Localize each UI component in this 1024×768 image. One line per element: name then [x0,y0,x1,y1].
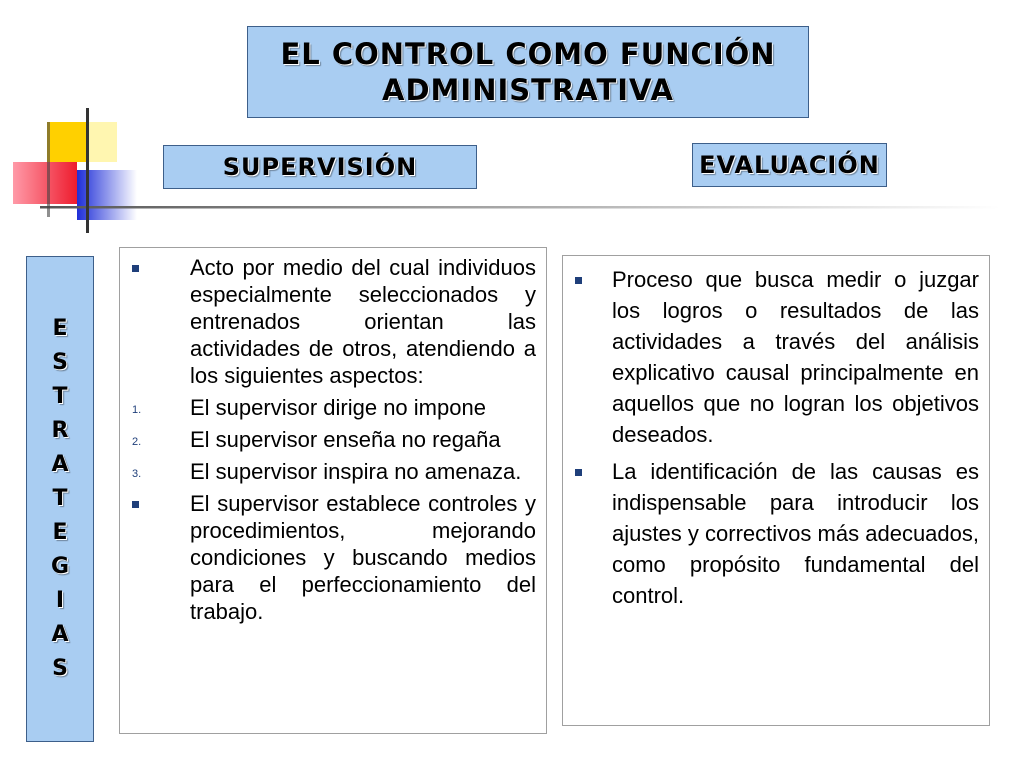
list-item [563,456,979,611]
strategy-letter: S [52,656,68,681]
list-item-text: Proceso que busca medir o juzgar los logros o resultados de las actividades a través del análisis explicativo causal principalmente en aquellos que no logran los objetivos deseados. [612,267,979,447]
list-item [563,264,979,450]
list-item [120,458,536,485]
strategy-letter: S [52,350,68,375]
list-item [120,394,536,421]
strategy-letter: A [51,622,69,647]
evaluation-header: EVALUACIÓN [692,143,887,187]
list-item [120,426,536,453]
strategy-letter: A [51,452,69,477]
supervision-header: SUPERVISIÓN [163,145,477,189]
list-item-text: La identificación de las causas es indispensable para introducir los ajustes y correctivos más adecuados, como propósito fundamental del control. [612,459,979,608]
strategy-letter: T [52,486,68,511]
list-item-text: El supervisor dirige no impone [190,395,486,420]
list-item [120,254,536,389]
supervision-panel [119,247,547,734]
list-item [120,490,536,625]
list-item-text: El supervisor inspira no amenaza. [190,459,522,484]
strategy-letter: G [50,554,70,579]
list-item-text: El supervisor enseña no regaña [190,427,501,452]
list-item-text: Acto por medio del cual individuos especialmente seleccionados y entrenados orientan las actividades de otros, atendiendo a los siguientes aspectos: [190,255,536,388]
page-title: EL CONTROL COMO FUNCIÓN ADMINISTRATIVA [247,26,809,118]
strategy-letter: T [52,384,68,409]
strategy-letter: R [51,418,69,443]
strategies-vertical-label [26,256,94,742]
number-marker: 3. [132,468,142,480]
strategy-letter: E [52,520,68,545]
strategy-letter: E [52,316,68,341]
number-marker: 2. [132,436,142,448]
evaluation-panel [562,255,990,726]
number-marker: 1. [132,404,142,416]
strategy-letter: I [55,588,65,613]
list-item-text: El supervisor establece controles y procedimientos, mejorando condiciones y buscando medios para el perfeccionamiento del trabajo. [190,491,536,624]
